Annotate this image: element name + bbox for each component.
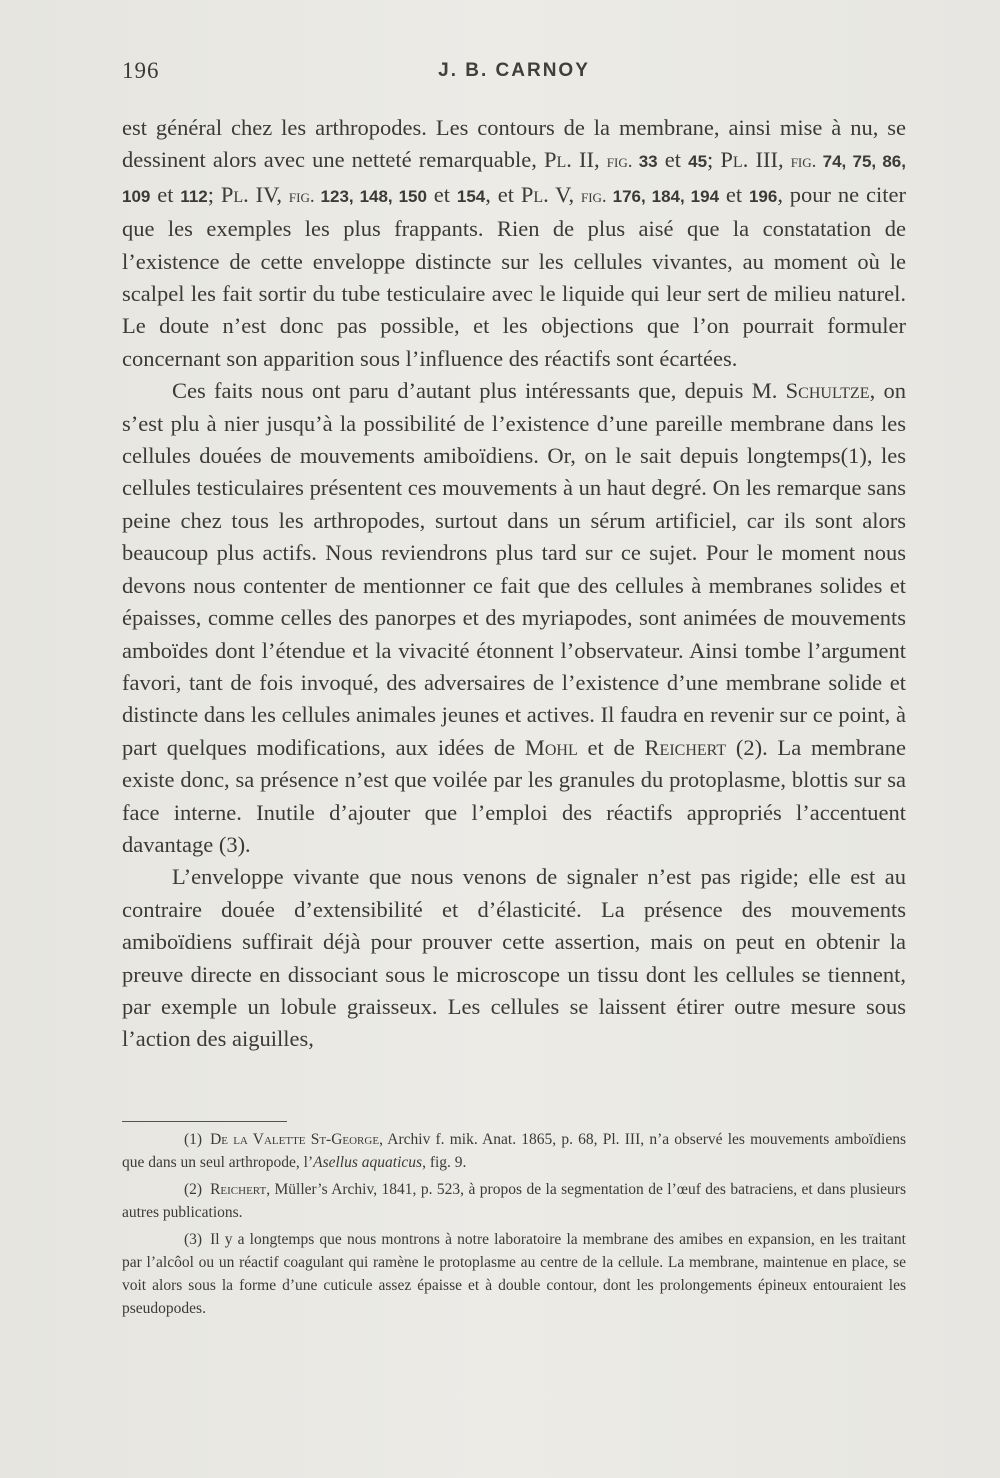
figure-number: 123, 148, 150 — [314, 186, 427, 206]
plate-abbrev: Pl. — [543, 147, 572, 173]
text-run: II, — [571, 147, 607, 173]
author-name: Schultze — [785, 378, 870, 404]
text-run: et — [150, 181, 181, 207]
author-name: De la Valette St-George — [210, 1131, 380, 1148]
figure-abbrev: fig. — [790, 151, 817, 173]
text-run: ; — [207, 181, 221, 207]
text-run: ; — [707, 147, 721, 173]
figure-number: 196 — [748, 186, 778, 206]
text-run: et — [719, 181, 749, 207]
text-run: V, — [548, 181, 581, 207]
text-run: III, — [748, 147, 791, 173]
figure-number: 45 — [688, 152, 708, 172]
page-header — [122, 58, 906, 92]
text-run: , fig. 9. — [422, 1154, 467, 1171]
text-run: , Müller’s Archiv, 1841, p. 523, à propos de la segmentation de l’œuf des batraciens, et dans plusieurs autres publications. — [122, 1181, 906, 1221]
figure-abbrev: fig. — [580, 185, 607, 207]
text-run: et — [426, 181, 457, 207]
footnote-2 — [122, 1178, 906, 1224]
plate-abbrev: Pl. — [720, 147, 749, 173]
figure-abbrev: fig. — [288, 185, 315, 207]
author-name: Reichert — [644, 734, 727, 760]
footnote-1 — [122, 1128, 906, 1174]
footnote-number: (1) — [184, 1131, 203, 1148]
author-name: Mohl — [524, 734, 578, 760]
text-run: , et — [485, 181, 521, 207]
paragraph-2 — [122, 375, 906, 861]
species-name: Asellus aquaticus — [313, 1154, 423, 1171]
author-name: Reichert — [210, 1181, 267, 1198]
text-run: et — [657, 147, 689, 173]
figure-number: 33 — [632, 152, 658, 172]
text-run: , pour ne citer que les exemples les plus frappants. Rien de plus aisé que la constatation de l’existence de cette enveloppe distincte sur les cellules vivantes, au moment où le scalpel les fait sortir du tube testiculaire avec le liquide qui leur sert de milieu naturel. Le doute n’est donc pas possible, et les objections que l’on pourrait formuler concernant son apparition sous l’influence des réactifs sont écartées. — [122, 181, 906, 371]
paragraph-1 — [122, 112, 906, 375]
footnote-rule — [122, 1121, 287, 1122]
figure-number: 74, 75, 86, 109 — [122, 152, 906, 206]
figure-number: 176, 184, 194 — [606, 186, 720, 206]
text-run: (2). La membrane existe donc, sa présence n’est que voilée par les granules du protoplasme, blottis sur sa face interne. Inutile d’ajouter que l’emploi des réactifs appropriés l’accentuent davantage (3). — [122, 734, 906, 857]
text-run: IV, — [248, 181, 289, 207]
text-run: Il y a longtemps que nous montrons à notre laboratoire la membrane des amibes en expansion, en les traitant par l’alcôol ou un réactif coagulant qui ramène le protoplasme au centre de la cellule. La membrane, maintenue en place, se voit alors sous la forme d’une cuticule assez épaisse et à double contour, dont les prolongements épineux entouraient les pseudopodes. — [122, 1231, 906, 1317]
footnote-3 — [122, 1228, 906, 1320]
figure-number: 112 — [180, 186, 208, 206]
text-run: et de — [577, 734, 645, 760]
text-run: , Archiv f. mik. Anat. 1865, p. 68, Pl. III, n’a observé les mouvements amboïdiens que dans un seul arthropode, l’ — [122, 1131, 906, 1171]
footnotes — [122, 1128, 906, 1324]
figure-number: 154 — [456, 186, 486, 206]
text-run: est général chez les arthropodes. Les contours de la membrane, ainsi mise à nu, se dessinent alors avec une netteté remarquable, — [122, 115, 906, 173]
running-title: J. B. CARNOY — [438, 60, 590, 81]
page-number: 196 — [122, 58, 160, 83]
figure-abbrev: fig. — [606, 151, 633, 173]
footnote-number: (2) — [184, 1181, 203, 1198]
text-run: Ces faits nous ont paru d’autant plus intéressants que, depuis M. — [172, 378, 786, 404]
plate-abbrev: Pl. — [520, 181, 549, 207]
body-text — [122, 112, 906, 1056]
text-run: , on s’est plu à nier jusqu’à la possibilité de l’existence d’une pareille membrane dans les cellules douées de mouvements amiboïdiens. Or, on le sait depuis longtemps(1), les cellules testiculaires présentent ces mouvements à un haut degré. On les remarque sans peine chez tous les arthropodes, surtout dans un sérum artificiel, car ils sont alors beaucoup plus actifs. Nous reviendrons plus tard sur ce sujet. Pour le moment nous devons nous contenter de mentionner ce fait que des cellules à membranes solides et épaisses, comme celles des panorpes et des myriapodes, sont animées de mouvements amboïdes dont l’étendue et la vivacité étonnent l’observateur. Ainsi tombe l’argument favori, tant de fois invoqué, des adversaires de l’existence d’une membrane solide et distincte dans les cellules animales jeunes et actives. Il faudra en revenir sur ce point, à part quelques modifications, aux idées de — [122, 378, 906, 760]
paragraph-3: L’enveloppe vivante que nous venons de signaler n’est pas rigide; elle est au contraire douée d’extensibilité et d’élasticité. La présence des mouvements amiboïdiens suffirait déjà pour prouver cette assertion, mais on peut en obtenir la preuve directe en dissociant sous le microscope un tissu dont les cellules se tiennent, par exemple un lobule graisseux. Les cellules se laissent étirer outre mesure sous l’action des aiguilles, — [122, 864, 906, 1052]
footnote-number: (3) — [184, 1231, 203, 1248]
plate-abbrev: Pl. — [220, 181, 249, 207]
